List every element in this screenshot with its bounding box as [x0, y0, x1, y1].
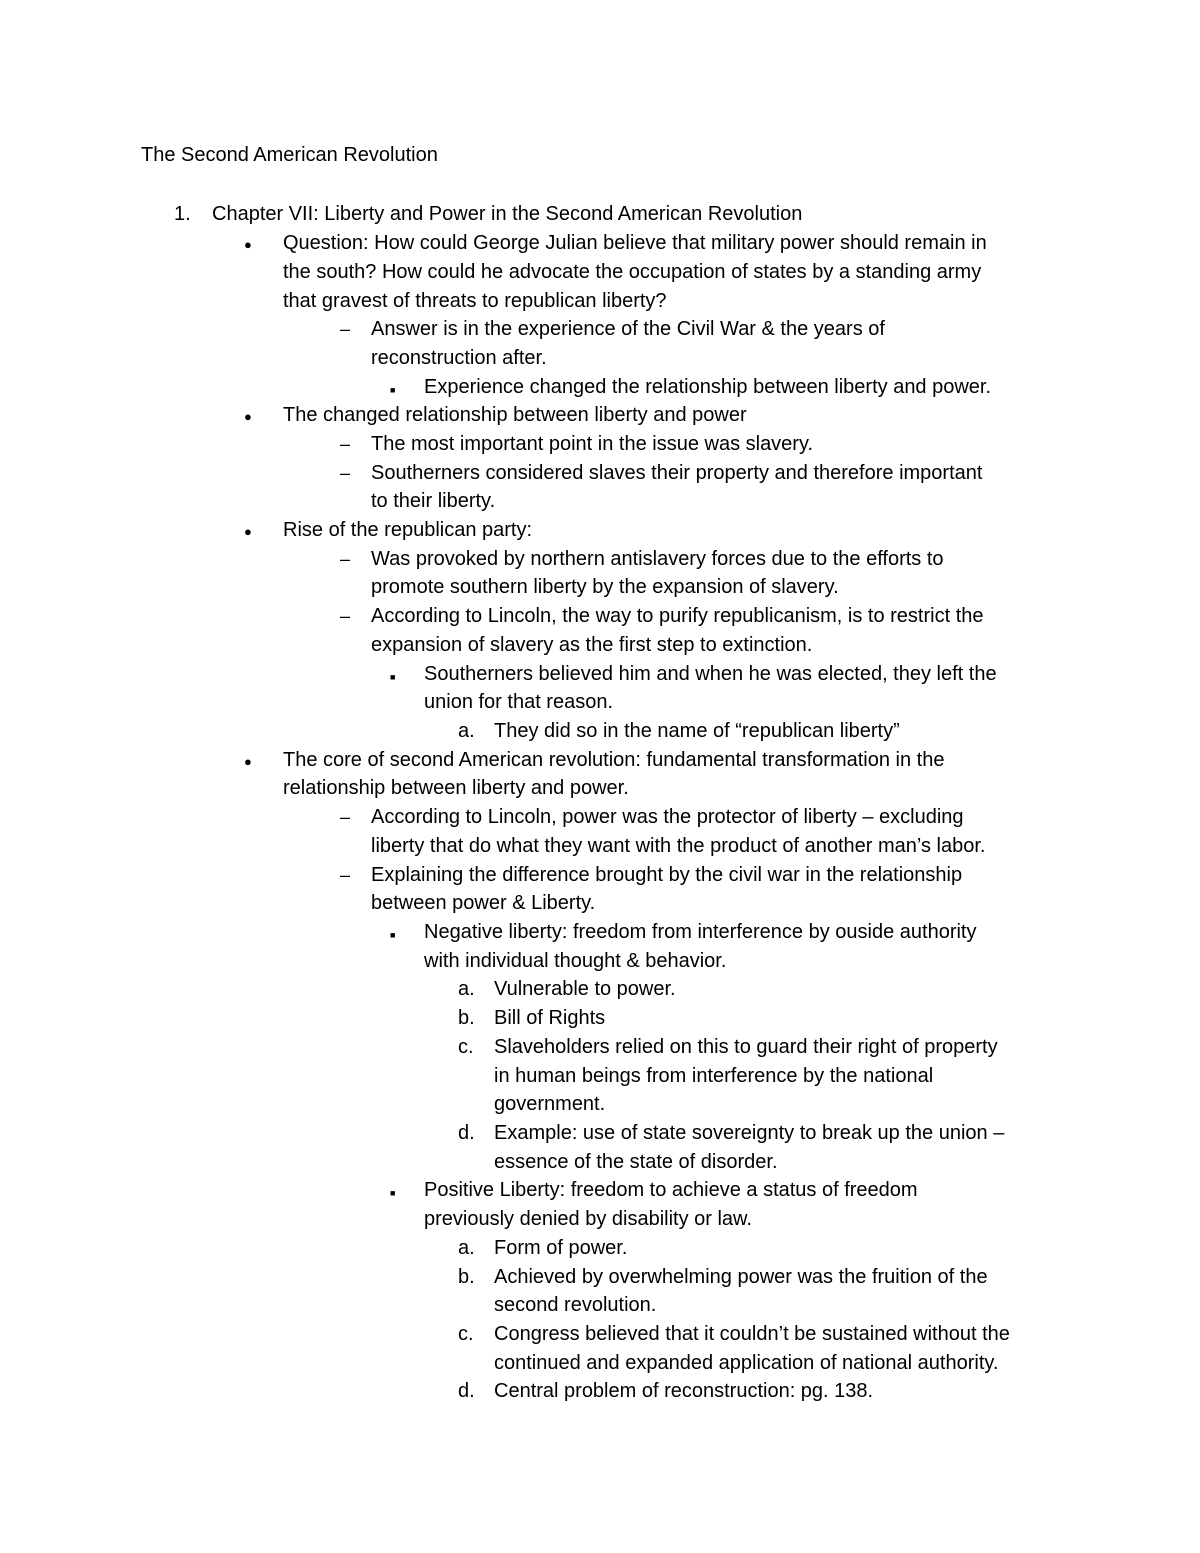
- dash-marker: –: [340, 865, 351, 885]
- list-item-text: According to Lincoln, power was the protector of liberty – excluding: [371, 806, 964, 828]
- square-bullet-marker: ■: [390, 930, 396, 940]
- list-item-text: Question: How could George Julian believe that military power should remain in: [283, 232, 987, 254]
- list-item-text: in human beings from interference by the national: [494, 1065, 934, 1087]
- list-item-text: that gravest of threats to republican liberty?: [283, 290, 667, 312]
- list-item-text: Southerners considered slaves their property and therefore important: [371, 462, 983, 484]
- list-item-text: previously denied by disability or law.: [424, 1208, 752, 1230]
- list-item-text: second revolution.: [494, 1294, 657, 1316]
- list-letter: a.: [458, 978, 475, 1000]
- list-letter: b.: [458, 1007, 475, 1029]
- square-bullet-marker: ■: [390, 672, 396, 682]
- list-number: 1.: [174, 203, 191, 225]
- bullet-marker: ●: [244, 754, 252, 769]
- document-title: The Second American Revolution: [141, 144, 438, 166]
- list-item-text: Central problem of reconstruction: pg. 138.: [494, 1380, 874, 1402]
- dash-marker: –: [340, 606, 351, 626]
- list-item-text: Vulnerable to power.: [494, 978, 676, 1000]
- list-item-text: promote southern liberty by the expansion of slavery.: [371, 576, 839, 598]
- list-item-text: Bill of Rights: [494, 1007, 606, 1029]
- list-item-text: continued and expanded application of national authority.: [494, 1352, 999, 1374]
- square-bullet-marker: ■: [390, 385, 396, 395]
- list-item-text: government.: [494, 1093, 606, 1115]
- list-letter: a.: [458, 1237, 475, 1259]
- list-item-text: Rise of the republican party:: [283, 519, 533, 541]
- bullet-marker: ●: [244, 237, 252, 252]
- list-letter: c.: [458, 1036, 474, 1058]
- square-bullet-marker: ■: [390, 1188, 396, 1198]
- list-item-text: The changed relationship between liberty and power: [283, 404, 747, 426]
- list-item-text: Explaining the difference brought by the civil war in the relationship: [371, 864, 963, 886]
- list-item-text: expansion of slavery as the first step to extinction.: [371, 634, 813, 656]
- dash-marker: –: [340, 463, 351, 483]
- bullet-marker: ●: [244, 409, 252, 424]
- list-item-text: Positive Liberty: freedom to achieve a status of freedom: [424, 1179, 918, 1201]
- list-item-text: Form of power.: [494, 1237, 628, 1259]
- list-item-text: to their liberty.: [371, 490, 496, 512]
- list-item-text: between power & Liberty.: [371, 892, 596, 914]
- list-item-text: relationship between liberty and power.: [283, 777, 629, 799]
- list-item-text: the south? How could he advocate the occupation of states by a standing army: [283, 261, 982, 283]
- list-item-text: liberty that do what they want with the product of another man’s labor.: [371, 835, 986, 857]
- list-item-text: Negative liberty: freedom from interference by ouside authority: [424, 921, 977, 943]
- list-item-text: Slaveholders relied on this to guard their right of property: [494, 1036, 998, 1058]
- dash-marker: –: [340, 434, 351, 454]
- list-letter: a.: [458, 720, 475, 742]
- list-item-text: Example: use of state sovereignty to break up the union –: [494, 1122, 1005, 1144]
- list-item-text: Experience changed the relationship between liberty and power.: [424, 376, 992, 398]
- list-item-text: They did so in the name of “republican liberty”: [494, 720, 900, 742]
- dash-marker: –: [340, 319, 351, 339]
- list-letter: c.: [458, 1323, 474, 1345]
- list-item-text: The most important point in the issue was slavery.: [371, 433, 814, 455]
- list-item-text: reconstruction after.: [371, 347, 547, 369]
- list-item-text: Congress believed that it couldn’t be sustained without the: [494, 1323, 1010, 1345]
- list-letter: d.: [458, 1380, 475, 1402]
- list-item-text: According to Lincoln, the way to purify republicanism, is to restrict the: [371, 605, 984, 627]
- bullet-marker: ●: [244, 524, 252, 539]
- list-item-text: The core of second American revolution: fundamental transformation in the: [283, 749, 945, 771]
- list-letter: d.: [458, 1122, 475, 1144]
- list-letter: b.: [458, 1266, 475, 1288]
- list-item-text: Southerners believed him and when he was elected, they left the: [424, 663, 997, 685]
- list-item-text: Achieved by overwhelming power was the fruition of the: [494, 1266, 988, 1288]
- list-item-text: essence of the state of disorder.: [494, 1151, 778, 1173]
- list-item-text: Chapter VII: Liberty and Power in the Second American Revolution: [212, 203, 803, 225]
- list-item-text: union for that reason.: [424, 691, 614, 713]
- dash-marker: –: [340, 549, 351, 569]
- list-item-text: Answer is in the experience of the Civil War & the years of: [371, 318, 885, 340]
- list-item-text: with individual thought & behavior.: [424, 950, 727, 972]
- list-item-text: Was provoked by northern antislavery forces due to the efforts to: [371, 548, 944, 570]
- dash-marker: –: [340, 807, 351, 827]
